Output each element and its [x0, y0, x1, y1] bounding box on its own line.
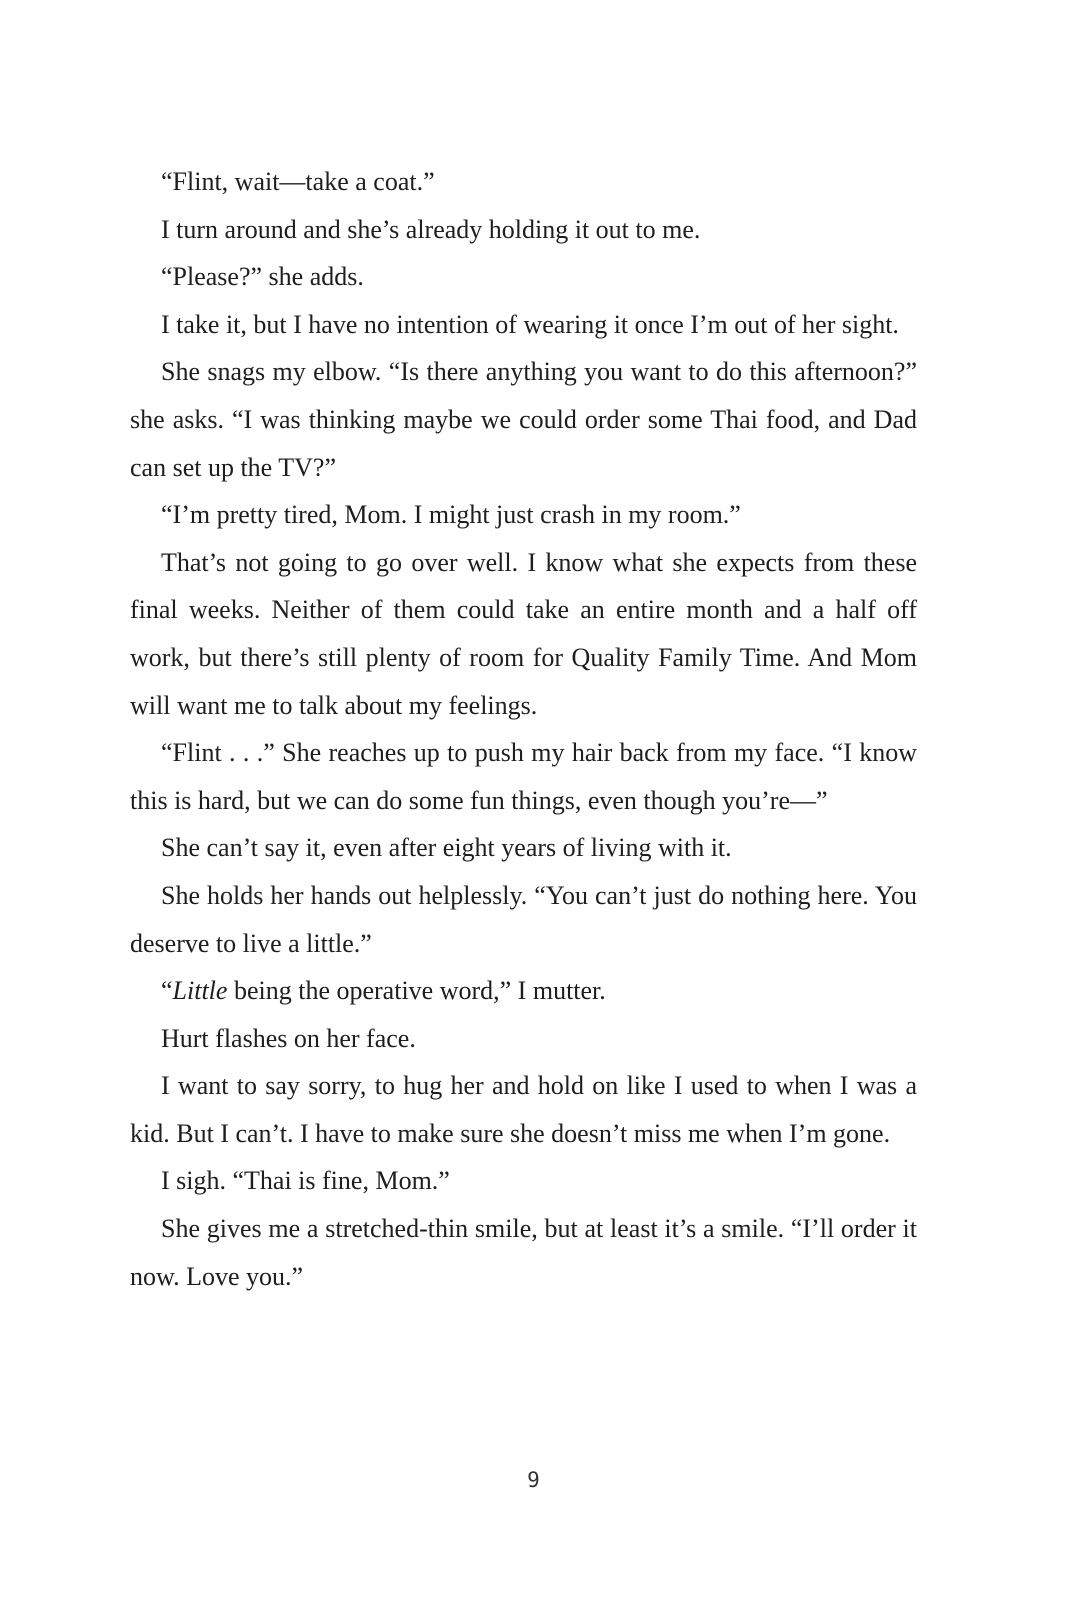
paragraph: I turn around and she’s already holding it out to me. — [161, 214, 701, 244]
paragraph: I sigh. “Thai is fine, Mom.” — [161, 1166, 450, 1196]
paragraph: I take it, but I have no intention of wearing it once I’m out of her sight. — [161, 309, 899, 339]
paragraph: I want to say sorry, to hug her and hold on like I used to when I was a kid. But I can’t. I have to make sure she doesn’t miss me when I’m gone. — [130, 1071, 917, 1148]
paragraph: “Please?” she adds. — [161, 262, 364, 292]
paragraph: She gives me a stretched-thin smile, but at least it’s a smile. “I’ll order it now. Love you.” — [130, 1214, 917, 1291]
paragraph — [130, 967, 917, 1015]
paragraph: “I’m pretty tired, Mom. I might just crash in my room.” — [161, 500, 741, 530]
paragraph: Hurt flashes on her face. — [161, 1023, 416, 1053]
paragraph-prefix: “ — [161, 976, 173, 1006]
paragraph: She snags my elbow. “Is there anything you want to do this afternoon?” she asks. “I was thinking maybe we could order some Thai food, and Dad can set up the TV?” — [130, 357, 917, 482]
paragraph: “Flint, wait—take a coat.” — [161, 167, 435, 196]
paragraph: That’s not going to go over well. I know what she expects from these final weeks. Neither of them could take an entire month and a half off work, but there’s still plenty of room for Quality Family Time. And Mom will want me to talk about my feelings. — [130, 547, 917, 720]
paragraph: She can’t say it, even after eight years of living with it. — [161, 833, 732, 863]
italic-word: Little — [172, 976, 228, 1006]
paragraph: “Flint . . .” She reaches up to push my hair back from my face. “I know this is hard, but we can do some fun things, even though you’re—” — [130, 738, 917, 815]
paragraph-suffix: being the operative word,” I mutter. — [227, 976, 606, 1006]
body-text — [130, 158, 917, 1300]
paragraph: She holds her hands out helplessly. “You can’t just do nothing here. You deserve to live a little.” — [130, 880, 917, 958]
page-number: 9 — [527, 1468, 540, 1492]
